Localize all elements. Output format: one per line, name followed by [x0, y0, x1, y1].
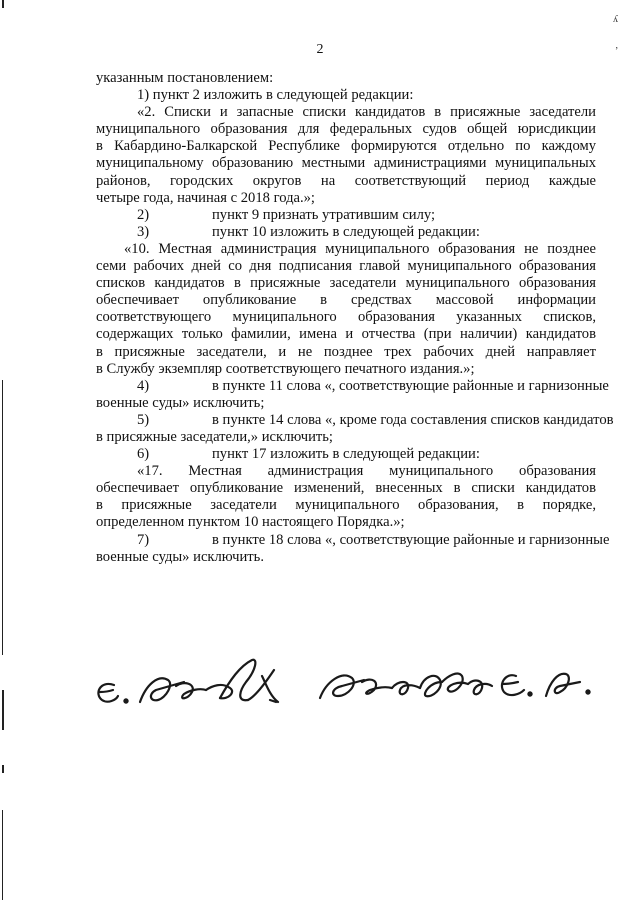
handwritten-signature — [80, 630, 600, 730]
scan-corner-mark: , — [615, 40, 618, 51]
scan-margin-mark — [2, 810, 3, 900]
item-text: пункт 9 признать утратившим силу; — [212, 206, 436, 223]
text-line: в присяжные заседатели, и не позднее трех рабочих дней направляет — [96, 343, 596, 360]
text-line: муниципального образования для федеральных судов общей юрисдикции — [96, 121, 596, 138]
scan-margin-mark — [2, 765, 4, 773]
list-item — [96, 531, 610, 549]
text-line: соответствующего муниципального образования указанных списков, — [96, 309, 596, 326]
list-item — [96, 224, 596, 241]
text-line: определенном пунктом 10 настоящего Порядка.»; — [96, 514, 405, 531]
text-line: обеспечивает опубликование изменений, внесенных в списки кандидатов — [96, 480, 596, 497]
list-item — [96, 446, 596, 463]
list-item — [96, 411, 614, 429]
list-item — [96, 207, 596, 224]
text-line: семи рабочих дней со дня подписания главой муниципального образования — [96, 258, 596, 275]
text-line: военные суды» исключить. — [96, 548, 264, 565]
text-line: «17. Местная администрация муниципального образования — [137, 463, 596, 480]
item-number: 5) — [137, 411, 150, 428]
text-line: военные суды» исключить; — [96, 394, 265, 411]
text-line: «10. Местная администрация муниципального образования не позднее — [124, 240, 596, 257]
text-line: 1) пункт 2 изложить в следующей редакции: — [137, 87, 414, 104]
list-item — [96, 377, 609, 395]
text-line: в присяжные заседатели,» исключить; — [96, 428, 333, 445]
scan-corner-mark: ʎ — [613, 14, 618, 25]
item-number: 7) — [137, 531, 150, 548]
text-line: содержащих только фамилии, имена и отчества (при наличии) кандидатов — [96, 326, 596, 343]
scan-margin-mark — [2, 690, 4, 730]
text-line: в Службу экземпляр соответствующего печатного издания.»; — [96, 360, 475, 377]
item-number: 4) — [137, 377, 150, 394]
text-line: обеспечивает опубликование в средствах массовой информации — [96, 292, 596, 309]
text-line: указанным постановлением: — [96, 70, 274, 86]
item-text: пункт 10 изложить в следующей редакции: — [212, 223, 480, 240]
item-text: в пункте 14 слова «, кроме года составления списков кандидатов — [212, 411, 614, 428]
document-body — [96, 70, 614, 566]
text-line: в Кабардино-Балкарской Республике формируются отдельно по каждому — [96, 138, 596, 155]
text-line: в присяжные заседатели муниципального образования, в порядке, — [96, 497, 596, 514]
text-line: муниципальному образованию местными администрациями муниципальных — [96, 155, 596, 172]
text-line: четыре года, начиная с 2018 года.»; — [96, 189, 315, 206]
item-text: в пункте 11 слова «, соответствующие районные и гарнизонные — [212, 377, 609, 394]
page-number: 2 — [316, 42, 324, 57]
item-text: в пункте 18 слова «, соответствующие районные и гарнизонные — [212, 531, 610, 548]
scan-margin-mark — [2, 0, 4, 8]
text-line: списков кандидатов в присяжные заседатели муниципального образования — [96, 275, 596, 292]
text-line: районов, городских округов на соответствующий период каждые — [96, 172, 596, 189]
scan-margin-mark — [2, 380, 3, 655]
item-number: 3) — [137, 223, 150, 240]
text-line: «2. Списки и запасные списки кандидатов в присяжные заседатели — [137, 104, 596, 121]
item-text: пункт 17 изложить в следующей редакции: — [212, 446, 480, 463]
item-number: 2) — [137, 206, 150, 223]
item-number: 6) — [137, 446, 150, 463]
